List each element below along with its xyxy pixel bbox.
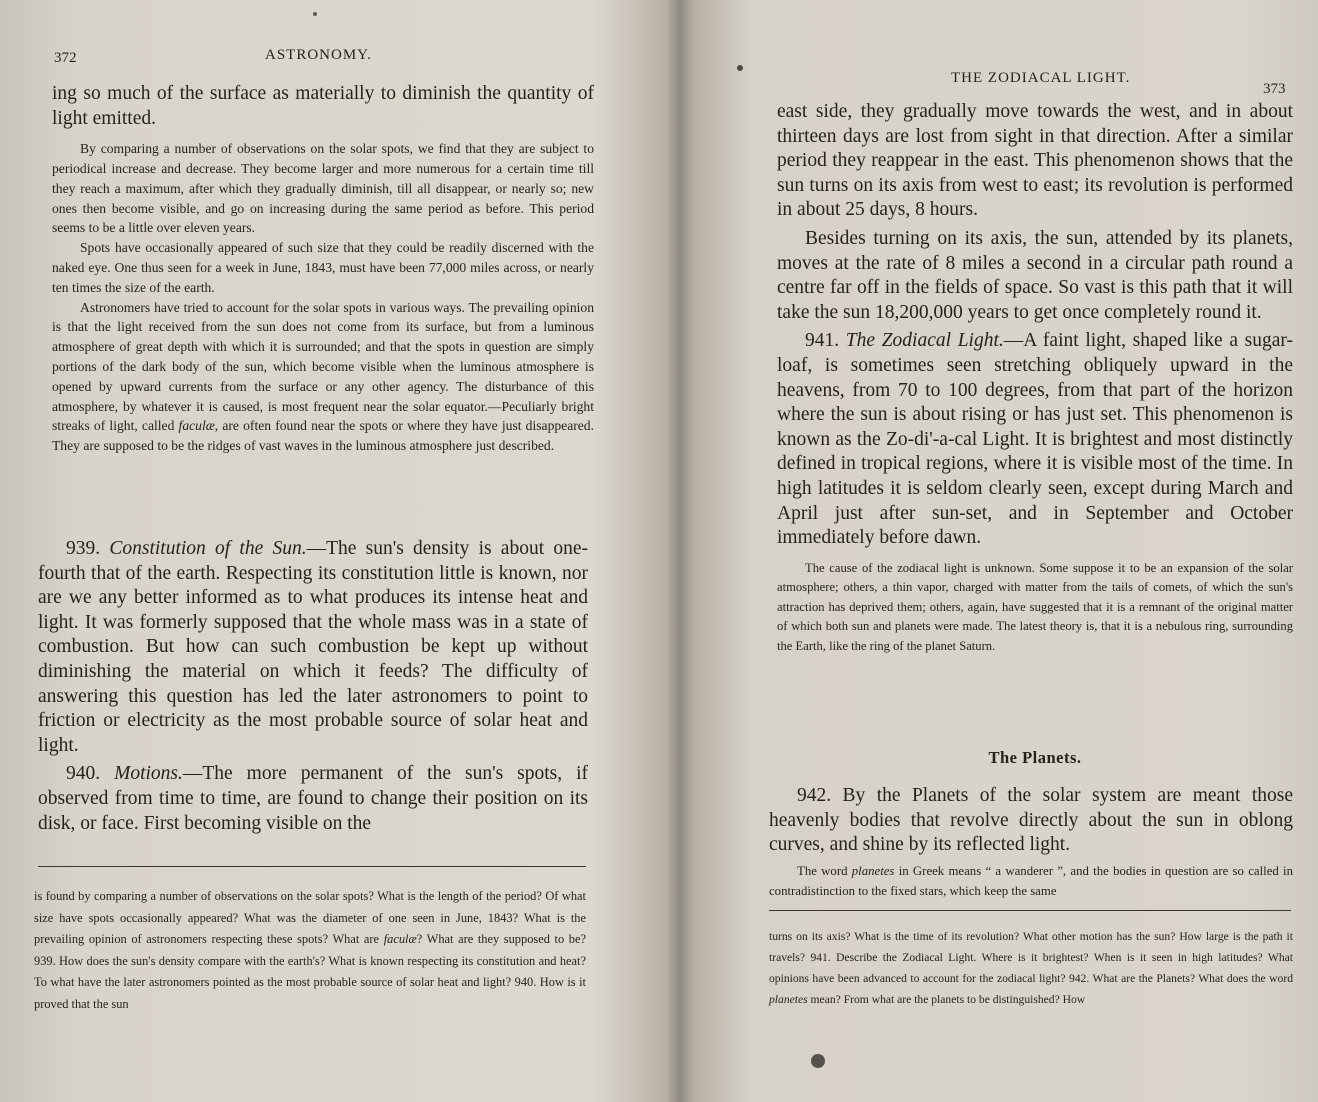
left-running-head: ASTRONOMY.: [265, 47, 372, 63]
small-para-periodicity: By comparing a number of observations on the solar spots, we find that they are subject to periodical increase and decrease. They become larger and more numerous for a certain time till they reach a maximum, after which they gradually diminish, till all disappear, or nearly so; new ones then become visible, and go on increasing during the same period as before. This period seems to be a little over eleven years.: [52, 141, 594, 236]
left-footnote-rule: [38, 866, 586, 867]
section-title-constitution: Constitution of the Sun.: [109, 538, 307, 559]
ink-speck-top: [313, 12, 317, 16]
left-body-lower: [38, 537, 588, 836]
left-questions: [34, 886, 586, 1015]
para-941: 941. The Zodiacal Light.—A faint light, shaped like a sugar-loaf, is sometimes seen stretching obliquely upward in the heavens, from 70 to 100 degrees, from that part of the horizon where the sun is about rising or has just set. This phenomenon is known as the Zo-di'-a-cal Light. It is brightest and most distinctly defined in tropical regions, where it is visible most of the time. In high latitudes it is seldom clearly seen, except during March and April just after sun-set, and in September and October immediately before dawn.: [777, 330, 1293, 549]
left-review-questions: is found by comparing a number of observations on the solar spots? What is the length of the period? Of what size have spots occasionally appeared? What was the diameter of one seen in June, 1843? What is the prevailing opinion of astronomers respecting these spots? What are faculæ? What are they supposed to be? 939. How does the sun's density compare with the earth's? What is known respecting its constitution and heat? To what have the later astronomers pointed as the most probable source of solar heat and light? 940. How is it proved that the sun: [34, 889, 586, 1011]
ink-speck: [737, 65, 743, 71]
para-besides: Besides turning on its axis, the sun, attended by its planets, moves at the rate of 8 miles a second in a circular path round a centre far off in the fields of space. So vast is this path that it will take the sun 18,200,000 years to get once completely round it.: [777, 227, 1293, 323]
section-title-zodiacal: The Zodiacal Light.: [845, 330, 1004, 352]
right-body-lower: [769, 784, 1293, 901]
right-page: [685, 0, 1318, 1102]
para-939: 939. Constitution of the Sun.—The sun's density is about one-fourth that of the earth. Respecting its constitution little is known, nor are we any better informed as to what produces its intense heat and light. It was formerly supposed that the whole mass was in a state of combustion. But how can such combustion be kept up without diminishing the material on which it feeds? The difficulty of answering this question has led the later astronomers to point to friction or electricity as the most probable source of solar heat and light.: [38, 538, 588, 756]
heading-the-planets: The Planets.: [988, 748, 1082, 767]
para-940: 940. Motions.—The more permanent of the sun's spots, if observed from time to time, are found to change their position on its disk, or face. First becoming visible on the: [38, 763, 588, 834]
left-page-number: 372: [54, 50, 77, 66]
para-intro: ing so much of the surface as materially to diminish the quantity of light emitted.: [52, 83, 594, 129]
right-footnote-rule: [769, 910, 1291, 911]
para-942: 942. By the Planets of the solar system are meant those heavenly bodies that revolve directly about the sun in oblong curves, and shine by its reflected light.: [769, 785, 1293, 856]
right-review-questions: turns on its axis? What is the time of its revolution? What other motion has the sun? How large is the path it travels? 941. Describe the Zodiacal Light. Where is it brightest? When is it seen in high latitudes? What opinions have been advanced to account for the zodiacal light? 942. What are the Planets? What does the word planetes mean? From what are the planets to be distinguished? How: [769, 930, 1293, 1006]
ink-spot: [811, 1054, 825, 1068]
small-para-planetes: The word planetes in Greek means “ a wanderer ”, and the bodies in question are so called in contradistinction to the fixed stars, which keep the same: [769, 863, 1294, 898]
right-questions: [769, 926, 1293, 1010]
right-running-head: THE ZODIACAL LIGHT.: [951, 70, 1131, 86]
left-body: [52, 82, 594, 456]
section-title-motions: Motions.: [114, 763, 183, 785]
right-body: [777, 100, 1293, 657]
small-para-large-spots: Spots have occasionally appeared of such size that they could be readily discerned with the naked eye. One thus seen for a week in June, 1843, must have been 77,000 miles across, or nearly ten times the size of the earth.: [52, 240, 594, 295]
small-para-zodiacal-cause: The cause of the zodiacal light is unknown. Some suppose it to be an expansion of the solar atmosphere; others, a thin vapor, charged with matter from the tails of comets, of which the sun's attraction has deprived them; others, again, have suggested that it is a remnant of the original matter of which both sun and planets were made. The latest theory is, that it is a nebulous ring, surrounding the Earth, like the ring of the planet Saturn.: [777, 560, 1293, 654]
right-page-number: 373: [1263, 81, 1286, 97]
para-east-side: east side, they gradually move towards the west, and in about thirteen days are lost from sight in that direction. After a similar period they reappear in the east. This phenomenon shows that the sun turns on its axis from west to east; its revolution is performed in about 25 days, 8 hours.: [777, 101, 1293, 221]
small-para-theory: Astronomers have tried to account for the solar spots in various ways. The prevailing opinion is that the light received from the sun does not come from its surface, but from a luminous atmosphere of great depth with which it is surrounded; and that the spots in question are simply portions of the dark body of the sun, which become visible when the luminous atmosphere is opened by upward currents from the surface or any other agency. The disturbance of this atmosphere, by whatever it is caused, is most frequent near the solar equator.—Peculiarly bright streaks of light, called faculæ, are often found near the spots or where they have just disappeared. They are supposed to be the ridges of vast waves in the luminous atmosphere just described.: [52, 299, 594, 454]
